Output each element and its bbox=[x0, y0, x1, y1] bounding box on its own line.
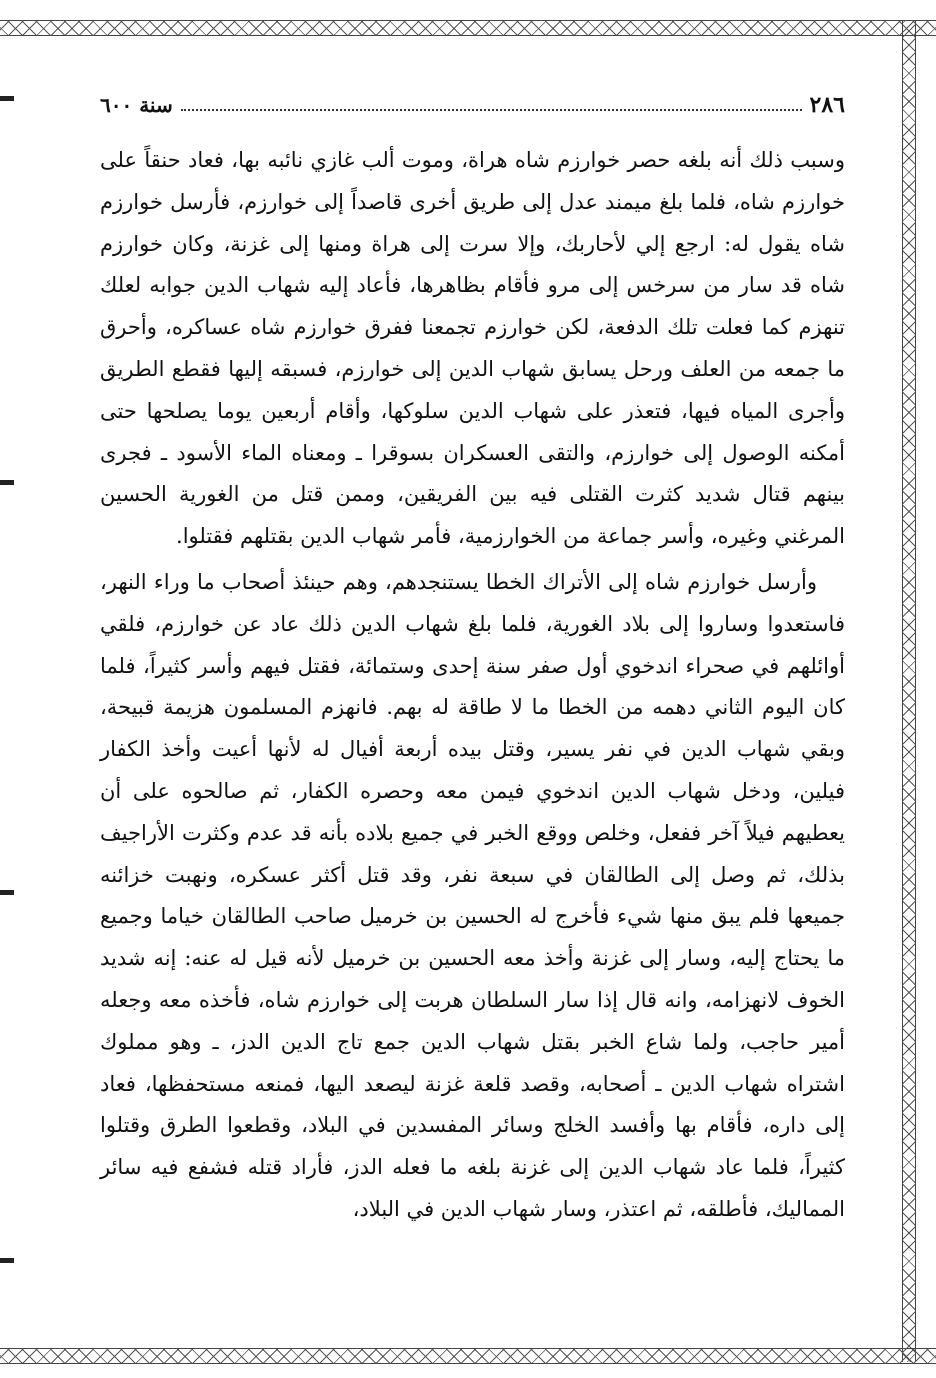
paragraph-2: وأرسل خوارزم شاه إلى الأتراك الخطا يستنجدهم، وهم حينئذ أصحاب ما وراء النهر، فاستعدوا وساروا إلى بلاد الغورية، فلما بلغ شهاب الدين ذلك عاد عن خوارزم، فلقي أوائلهم في صحراء اندخوي أول صفر سنة إحدى وستمائة، فقتل فيهم وأسر كثيراً، فلما كان اليوم الثاني دهمه من الخطا ما لا طاقة له بهم. فانهزم المسلمون هزيمة قبيحة، وبقي شهاب الدين في نفر يسير، وقتل بيده أربعة أفيال له لأنها أعيت وأخذ الكفار فيلين، ودخل شهاب الدين اندخوي فيمن معه وحصره الكفار، ثم صالحوه على أن يعطيهم فيلاً آخر ففعل، وخلص ووقع الخبر في جميع بلاده بأنه قد عدم وكثرت الأراجيف بذلك، ثم وصل إلى الطالقان في سبعة نفر، وقد قتل أكثر عسكره، ونهبت خزائنه جميعها فلم يبق منها شيء فأخرج له الحسين بن خرميل صاحب الطالقان خياما وجميع ما يحتاج إليه، وسار إلى غزنة وأخذ معه الحسين بن خرميل لأنه قيل له عنه: إنه شديد الخوف لانهزامه، وانه قال إذا سار السلطان هربت إلى خوارزم شاه، فأخذه معه وجعله أمير حاجب، ولما شاع الخبر بقتل شهاب الدين جمع تاج الدين الدز، ـ وهو مملوك اشتراه شهاب الدين ـ أصحابه، وقصد قلعة غزنة ليصعد اليها، فمنعه مستحفظها، فعاد إلى داره، فأقام بها وأفسد الخلج وسائر المفسدين في البلاد، وقطعوا الطرق وقتلوا كثيراً، فلما عاد شهاب الدين إلى غزنة بلغه ما فعله الدز، فأراد قتله فشفع فيه سائر المماليك، فأطلقه، ثم اعتذر، وسار شهاب الدين في البلاد، bbox=[100, 569, 845, 1221]
running-head-year: سنة ٦٠٠ bbox=[100, 93, 173, 117]
margin-tab-mark bbox=[0, 96, 14, 101]
page-border-bottom bbox=[0, 1348, 936, 1364]
page-number: ٢٨٦ bbox=[809, 92, 845, 118]
paragraph-1: وسبب ذلك أنه بلغه حصر خوارزم شاه هراة، وموت ألب غازي نائبه بها، فعاد حنقاً على خوارزم شاه، فلما بلغ ميمند عدل إلى طريق أخرى قاصداً إلى خوارزم، فأرسل خوارزم شاه يقول له: ارجع إلي لأحاربك، وإلا سرت إلى هراة ومنها إلى غزنة، وكان خوارزم شاه قد سار من سرخس إلى مرو فأقام بظاهرها، فأعاد إليه شهاب الدين جوابه لعلك تنهزم كما فعلت تلك الدفعة، لكن خوارزم تجمعنا ففرق خوارزم شاه عساكره، وأحرق ما جمعه من العلف ورحل يسابق شهاب الدين إلى خوارزم، فسبقه إليها فقطع الطريق وأجرى المياه فيها، فتعذر على شهاب الدين سلوكها، وأقام أربعين يوما يصلحها حتى أمكنه الوصول إلى خوارزم، والتقى العسكران بسوقرا ـ ومعناه الماء الأسود ـ فجرى بينهم قتال شديد كثرت القتلى فيه بين الفريقين، وممن قتل من الغورية الحسين المرغني وغيره، وأسر جماعة من الخوارزمية، فأمر شهاب الدين بقتلهم فقتلوا. bbox=[100, 148, 846, 549]
body-text bbox=[100, 140, 845, 1231]
margin-tab-mark bbox=[0, 890, 14, 895]
header-dotted-leader bbox=[181, 109, 802, 111]
page-border-top bbox=[0, 20, 936, 36]
margin-tab-mark bbox=[0, 480, 14, 485]
margin-tab-mark bbox=[0, 1258, 14, 1263]
page-border-right bbox=[902, 20, 916, 1362]
page-header bbox=[100, 88, 845, 122]
